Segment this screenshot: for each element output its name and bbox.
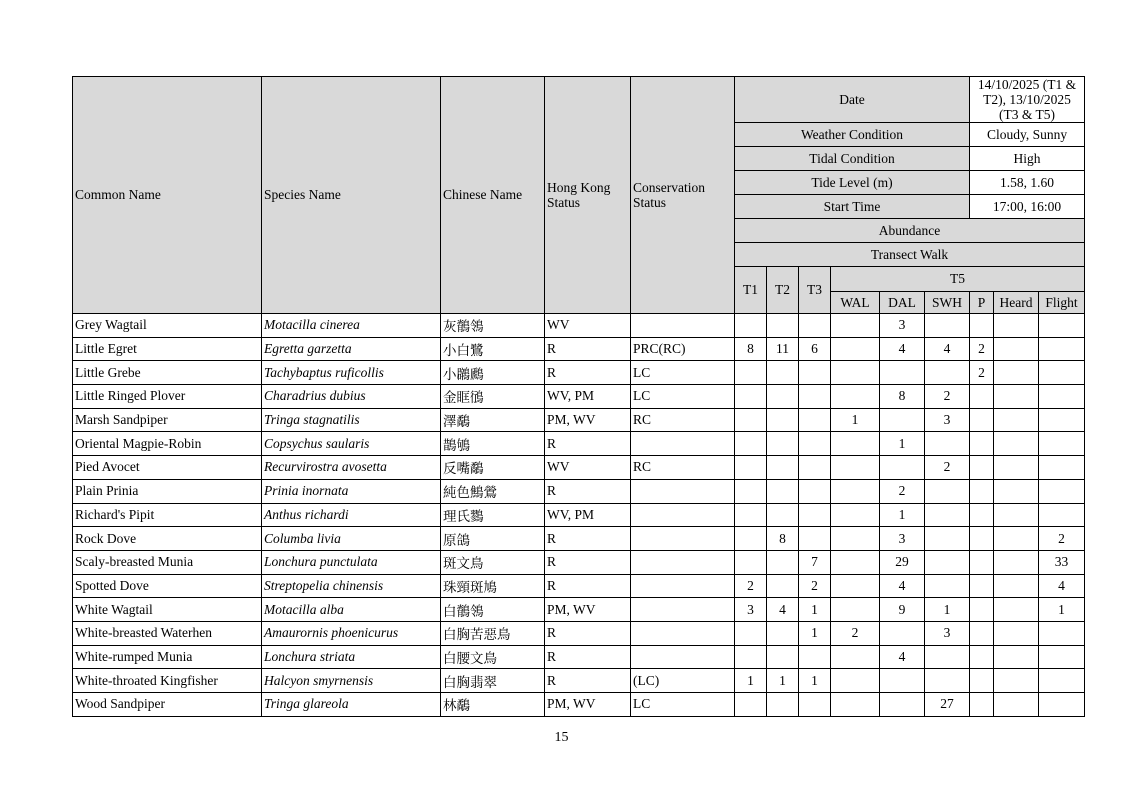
- swh-count-cell: 27: [925, 693, 970, 717]
- species-name-cell: Egretta garzetta: [262, 337, 441, 361]
- p-count-cell: [970, 574, 994, 598]
- header-heard: Heard: [994, 292, 1039, 314]
- chinese-name-cell: 原鴿: [441, 527, 545, 551]
- chinese-name-cell: 白胸翡翠: [441, 669, 545, 693]
- heard-count-cell: [994, 432, 1039, 456]
- t3-count-cell: [799, 314, 831, 338]
- t3-count-cell: 1: [799, 669, 831, 693]
- wal-count-cell: [831, 337, 880, 361]
- swh-count-cell: [925, 479, 970, 503]
- flight-count-cell: 4: [1039, 574, 1085, 598]
- start-time-value: 17:00, 16:00: [970, 195, 1085, 219]
- t1-count-cell: 1: [735, 669, 767, 693]
- swh-count-cell: [925, 432, 970, 456]
- wal-count-cell: [831, 598, 880, 622]
- hk-status-cell: PM, WV: [545, 408, 631, 432]
- heard-count-cell: [994, 385, 1039, 409]
- conservation-status-cell: RC: [631, 408, 735, 432]
- dal-count-cell: [880, 693, 925, 717]
- species-name-cell: Recurvirostra avosetta: [262, 456, 441, 480]
- t2-count-cell: [767, 479, 799, 503]
- conservation-status-cell: [631, 479, 735, 503]
- wal-count-cell: [831, 669, 880, 693]
- p-count-cell: [970, 669, 994, 693]
- p-count-cell: [970, 527, 994, 551]
- common-name-cell: Rock Dove: [73, 527, 262, 551]
- flight-count-cell: [1039, 432, 1085, 456]
- p-count-cell: [970, 598, 994, 622]
- t3-count-cell: 1: [799, 598, 831, 622]
- t2-count-cell: [767, 456, 799, 480]
- species-name-cell: Streptopelia chinensis: [262, 574, 441, 598]
- swh-count-cell: 3: [925, 408, 970, 432]
- species-table-body: [73, 314, 1085, 717]
- chinese-name-cell: 理氏鷚: [441, 503, 545, 527]
- chinese-name-cell: 小鸊鷉: [441, 361, 545, 385]
- swh-count-cell: 1: [925, 598, 970, 622]
- page-number: 15: [554, 730, 569, 745]
- common-name-cell: Richard's Pipit: [73, 503, 262, 527]
- p-count-cell: [970, 385, 994, 409]
- table-row: [73, 574, 1085, 598]
- t2-count-cell: [767, 385, 799, 409]
- wal-count-cell: [831, 503, 880, 527]
- heard-count-cell: [994, 645, 1039, 669]
- wal-count-cell: [831, 314, 880, 338]
- hk-status-cell: R: [545, 337, 631, 361]
- t2-count-cell: [767, 621, 799, 645]
- t2-count-cell: [767, 408, 799, 432]
- header-p: P: [970, 292, 994, 314]
- hk-status-cell: WV, PM: [545, 503, 631, 527]
- swh-count-cell: [925, 527, 970, 551]
- conservation-status-cell: [631, 432, 735, 456]
- t2-count-cell: [767, 550, 799, 574]
- species-name-cell: Halcyon smyrnensis: [262, 669, 441, 693]
- table-row: [73, 361, 1085, 385]
- t2-count-cell: 8: [767, 527, 799, 551]
- t3-count-cell: 1: [799, 621, 831, 645]
- table-row: [73, 645, 1085, 669]
- header-hk-status: Hong Kong Status: [545, 77, 631, 314]
- wal-count-cell: [831, 385, 880, 409]
- p-count-cell: [970, 503, 994, 527]
- table-row: [73, 314, 1085, 338]
- date-label: Date: [735, 77, 970, 123]
- t2-count-cell: [767, 645, 799, 669]
- dal-count-cell: 29: [880, 550, 925, 574]
- species-name-cell: Tringa stagnatilis: [262, 408, 441, 432]
- species-name-cell: Tachybaptus ruficollis: [262, 361, 441, 385]
- t1-count-cell: [735, 456, 767, 480]
- flight-count-cell: [1039, 503, 1085, 527]
- p-count-cell: [970, 432, 994, 456]
- swh-count-cell: [925, 314, 970, 338]
- wal-count-cell: [831, 456, 880, 480]
- transect-walk-label: Transect Walk: [735, 243, 1085, 267]
- dal-count-cell: 8: [880, 385, 925, 409]
- t2-count-cell: [767, 432, 799, 456]
- t1-count-cell: [735, 550, 767, 574]
- heard-count-cell: [994, 456, 1039, 480]
- heard-count-cell: [994, 693, 1039, 717]
- t2-count-cell: 1: [767, 669, 799, 693]
- t3-count-cell: [799, 479, 831, 503]
- common-name-cell: White Wagtail: [73, 598, 262, 622]
- weather-label: Weather Condition: [735, 123, 970, 147]
- hk-status-cell: WV: [545, 456, 631, 480]
- common-name-cell: Scaly-breasted Munia: [73, 550, 262, 574]
- common-name-cell: White-throated Kingfisher: [73, 669, 262, 693]
- t3-count-cell: [799, 645, 831, 669]
- flight-count-cell: [1039, 361, 1085, 385]
- heard-count-cell: [994, 669, 1039, 693]
- header-dal: DAL: [880, 292, 925, 314]
- chinese-name-cell: 珠頸斑鳩: [441, 574, 545, 598]
- chinese-name-cell: 反嘴鷸: [441, 456, 545, 480]
- header-t5: T5: [831, 267, 1085, 292]
- t1-count-cell: 2: [735, 574, 767, 598]
- header-t3: T3: [799, 267, 831, 314]
- t3-count-cell: [799, 456, 831, 480]
- swh-count-cell: 2: [925, 456, 970, 480]
- hk-status-cell: R: [545, 527, 631, 551]
- header-flight: Flight: [1039, 292, 1085, 314]
- species-name-cell: Amaurornis phoenicurus: [262, 621, 441, 645]
- hk-status-cell: R: [545, 550, 631, 574]
- wal-count-cell: [831, 693, 880, 717]
- p-count-cell: [970, 456, 994, 480]
- table-row: [73, 479, 1085, 503]
- t3-count-cell: [799, 361, 831, 385]
- p-count-cell: 2: [970, 337, 994, 361]
- chinese-name-cell: 林鷸: [441, 693, 545, 717]
- dal-count-cell: 3: [880, 527, 925, 551]
- flight-count-cell: [1039, 693, 1085, 717]
- t3-count-cell: [799, 693, 831, 717]
- t2-count-cell: [767, 574, 799, 598]
- wal-count-cell: 2: [831, 621, 880, 645]
- dal-count-cell: [880, 621, 925, 645]
- p-count-cell: [970, 479, 994, 503]
- hk-status-cell: R: [545, 574, 631, 598]
- species-name-cell: Motacilla alba: [262, 598, 441, 622]
- table-row: [73, 432, 1085, 456]
- species-table: [72, 76, 1085, 717]
- swh-count-cell: [925, 550, 970, 574]
- t1-count-cell: 3: [735, 598, 767, 622]
- hk-status-cell: PM, WV: [545, 598, 631, 622]
- table-row: [73, 385, 1085, 409]
- flight-count-cell: [1039, 669, 1085, 693]
- common-name-cell: Little Ringed Plover: [73, 385, 262, 409]
- hk-status-cell: R: [545, 645, 631, 669]
- flight-count-cell: 2: [1039, 527, 1085, 551]
- table-row: [73, 693, 1085, 717]
- species-name-cell: Prinia inornata: [262, 479, 441, 503]
- t3-count-cell: 6: [799, 337, 831, 361]
- header-species-name: Species Name: [262, 77, 441, 314]
- conservation-status-cell: PRC(RC): [631, 337, 735, 361]
- p-count-cell: [970, 408, 994, 432]
- heard-count-cell: [994, 527, 1039, 551]
- t2-count-cell: [767, 314, 799, 338]
- flight-count-cell: [1039, 408, 1085, 432]
- conservation-status-cell: (LC): [631, 669, 735, 693]
- flight-count-cell: [1039, 479, 1085, 503]
- p-count-cell: 2: [970, 361, 994, 385]
- table-row: [73, 550, 1085, 574]
- t1-count-cell: [735, 693, 767, 717]
- t3-count-cell: [799, 385, 831, 409]
- start-time-label: Start Time: [735, 195, 970, 219]
- common-name-cell: Little Egret: [73, 337, 262, 361]
- chinese-name-cell: 鵲鴝: [441, 432, 545, 456]
- table-row: [73, 503, 1085, 527]
- heard-count-cell: [994, 337, 1039, 361]
- t1-count-cell: [735, 503, 767, 527]
- swh-count-cell: [925, 645, 970, 669]
- abundance-label: Abundance: [735, 219, 1085, 243]
- table-row: [73, 408, 1085, 432]
- header-t1: T1: [735, 267, 767, 314]
- t1-count-cell: [735, 314, 767, 338]
- t1-count-cell: [735, 408, 767, 432]
- dal-count-cell: [880, 456, 925, 480]
- flight-count-cell: [1039, 314, 1085, 338]
- dal-count-cell: 1: [880, 503, 925, 527]
- tidal-label: Tidal Condition: [735, 147, 970, 171]
- conservation-status-cell: LC: [631, 361, 735, 385]
- dal-count-cell: [880, 361, 925, 385]
- swh-count-cell: 3: [925, 621, 970, 645]
- t1-count-cell: [735, 432, 767, 456]
- wal-count-cell: [831, 550, 880, 574]
- wal-count-cell: [831, 361, 880, 385]
- flight-count-cell: [1039, 645, 1085, 669]
- hk-status-cell: R: [545, 669, 631, 693]
- t1-count-cell: [735, 385, 767, 409]
- p-count-cell: [970, 550, 994, 574]
- swh-count-cell: [925, 669, 970, 693]
- table-row: [73, 598, 1085, 622]
- common-name-cell: White-breasted Waterhen: [73, 621, 262, 645]
- flight-count-cell: [1039, 337, 1085, 361]
- conservation-status-cell: [631, 574, 735, 598]
- wal-count-cell: [831, 645, 880, 669]
- t2-count-cell: [767, 693, 799, 717]
- t2-count-cell: [767, 503, 799, 527]
- header-t2: T2: [767, 267, 799, 314]
- swh-count-cell: 4: [925, 337, 970, 361]
- header-conservation-status: Conservation Status: [631, 77, 735, 314]
- chinese-name-cell: 金眶鴴: [441, 385, 545, 409]
- hk-status-cell: R: [545, 479, 631, 503]
- dal-count-cell: 1: [880, 432, 925, 456]
- swh-count-cell: [925, 361, 970, 385]
- t3-count-cell: [799, 503, 831, 527]
- heard-count-cell: [994, 408, 1039, 432]
- hk-status-cell: WV: [545, 314, 631, 338]
- common-name-cell: Marsh Sandpiper: [73, 408, 262, 432]
- chinese-name-cell: 斑文鳥: [441, 550, 545, 574]
- t2-count-cell: 11: [767, 337, 799, 361]
- species-name-cell: Lonchura striata: [262, 645, 441, 669]
- species-name-cell: Anthus richardi: [262, 503, 441, 527]
- species-name-cell: Copsychus saularis: [262, 432, 441, 456]
- wal-count-cell: [831, 432, 880, 456]
- t1-count-cell: [735, 645, 767, 669]
- conservation-status-cell: [631, 503, 735, 527]
- t2-count-cell: [767, 361, 799, 385]
- header-wal: WAL: [831, 292, 880, 314]
- hk-status-cell: PM, WV: [545, 693, 631, 717]
- heard-count-cell: [994, 550, 1039, 574]
- p-count-cell: [970, 314, 994, 338]
- chinese-name-cell: 白腰文鳥: [441, 645, 545, 669]
- header-chinese-name: Chinese Name: [441, 77, 545, 314]
- chinese-name-cell: 澤鷸: [441, 408, 545, 432]
- conservation-status-cell: RC: [631, 456, 735, 480]
- chinese-name-cell: 灰鶺鴒: [441, 314, 545, 338]
- table-row: [73, 456, 1085, 480]
- common-name-cell: Plain Prinia: [73, 479, 262, 503]
- hk-status-cell: R: [545, 432, 631, 456]
- wal-count-cell: 1: [831, 408, 880, 432]
- heard-count-cell: [994, 314, 1039, 338]
- t1-count-cell: [735, 621, 767, 645]
- date-value: 14/10/2025 (T1 & T2), 13/10/2025 (T3 & T5): [970, 77, 1085, 123]
- heard-count-cell: [994, 503, 1039, 527]
- t3-count-cell: 7: [799, 550, 831, 574]
- common-name-cell: Little Grebe: [73, 361, 262, 385]
- t3-count-cell: 2: [799, 574, 831, 598]
- conservation-status-cell: [631, 550, 735, 574]
- chinese-name-cell: 小白鷺: [441, 337, 545, 361]
- common-name-cell: Pied Avocet: [73, 456, 262, 480]
- t3-count-cell: [799, 408, 831, 432]
- heard-count-cell: [994, 479, 1039, 503]
- flight-count-cell: [1039, 385, 1085, 409]
- dal-count-cell: 4: [880, 645, 925, 669]
- flight-count-cell: 33: [1039, 550, 1085, 574]
- t1-count-cell: [735, 479, 767, 503]
- chinese-name-cell: 白胸苦惡鳥: [441, 621, 545, 645]
- table-row: [73, 669, 1085, 693]
- wal-count-cell: [831, 479, 880, 503]
- header-swh: SWH: [925, 292, 970, 314]
- common-name-cell: Spotted Dove: [73, 574, 262, 598]
- chinese-name-cell: 白鶺鴒: [441, 598, 545, 622]
- weather-value: Cloudy, Sunny: [970, 123, 1085, 147]
- t3-count-cell: [799, 527, 831, 551]
- common-name-cell: Oriental Magpie-Robin: [73, 432, 262, 456]
- tidal-value: High: [970, 147, 1085, 171]
- hk-status-cell: WV, PM: [545, 385, 631, 409]
- species-name-cell: Lonchura punctulata: [262, 550, 441, 574]
- common-name-cell: White-rumped Munia: [73, 645, 262, 669]
- swh-count-cell: [925, 574, 970, 598]
- heard-count-cell: [994, 621, 1039, 645]
- species-name-cell: Motacilla cinerea: [262, 314, 441, 338]
- conservation-status-cell: LC: [631, 385, 735, 409]
- flight-count-cell: 1: [1039, 598, 1085, 622]
- conservation-status-cell: [631, 621, 735, 645]
- conservation-status-cell: LC: [631, 693, 735, 717]
- species-name-cell: Tringa glareola: [262, 693, 441, 717]
- heard-count-cell: [994, 361, 1039, 385]
- dal-count-cell: [880, 669, 925, 693]
- t3-count-cell: [799, 432, 831, 456]
- t2-count-cell: 4: [767, 598, 799, 622]
- swh-count-cell: 2: [925, 385, 970, 409]
- t1-count-cell: [735, 527, 767, 551]
- dal-count-cell: [880, 408, 925, 432]
- wal-count-cell: [831, 527, 880, 551]
- tide-level-value: 1.58, 1.60: [970, 171, 1085, 195]
- flight-count-cell: [1039, 456, 1085, 480]
- dal-count-cell: 3: [880, 314, 925, 338]
- table-row: [73, 527, 1085, 551]
- p-count-cell: [970, 621, 994, 645]
- tide-level-label: Tide Level (m): [735, 171, 970, 195]
- common-name-cell: Wood Sandpiper: [73, 693, 262, 717]
- conservation-status-cell: [631, 598, 735, 622]
- conservation-status-cell: [631, 645, 735, 669]
- wal-count-cell: [831, 574, 880, 598]
- hk-status-cell: R: [545, 361, 631, 385]
- common-name-cell: Grey Wagtail: [73, 314, 262, 338]
- dal-count-cell: 2: [880, 479, 925, 503]
- hk-status-cell: R: [545, 621, 631, 645]
- conservation-status-cell: [631, 527, 735, 551]
- header-common-name: Common Name: [73, 77, 262, 314]
- p-count-cell: [970, 645, 994, 669]
- p-count-cell: [970, 693, 994, 717]
- table-row: [73, 337, 1085, 361]
- dal-count-cell: 4: [880, 337, 925, 361]
- heard-count-cell: [994, 574, 1039, 598]
- flight-count-cell: [1039, 621, 1085, 645]
- t1-count-cell: [735, 361, 767, 385]
- conservation-status-cell: [631, 314, 735, 338]
- table-row: [73, 621, 1085, 645]
- dal-count-cell: 9: [880, 598, 925, 622]
- chinese-name-cell: 純色鷦鶯: [441, 479, 545, 503]
- swh-count-cell: [925, 503, 970, 527]
- t1-count-cell: 8: [735, 337, 767, 361]
- dal-count-cell: 4: [880, 574, 925, 598]
- species-name-cell: Charadrius dubius: [262, 385, 441, 409]
- heard-count-cell: [994, 598, 1039, 622]
- species-name-cell: Columba livia: [262, 527, 441, 551]
